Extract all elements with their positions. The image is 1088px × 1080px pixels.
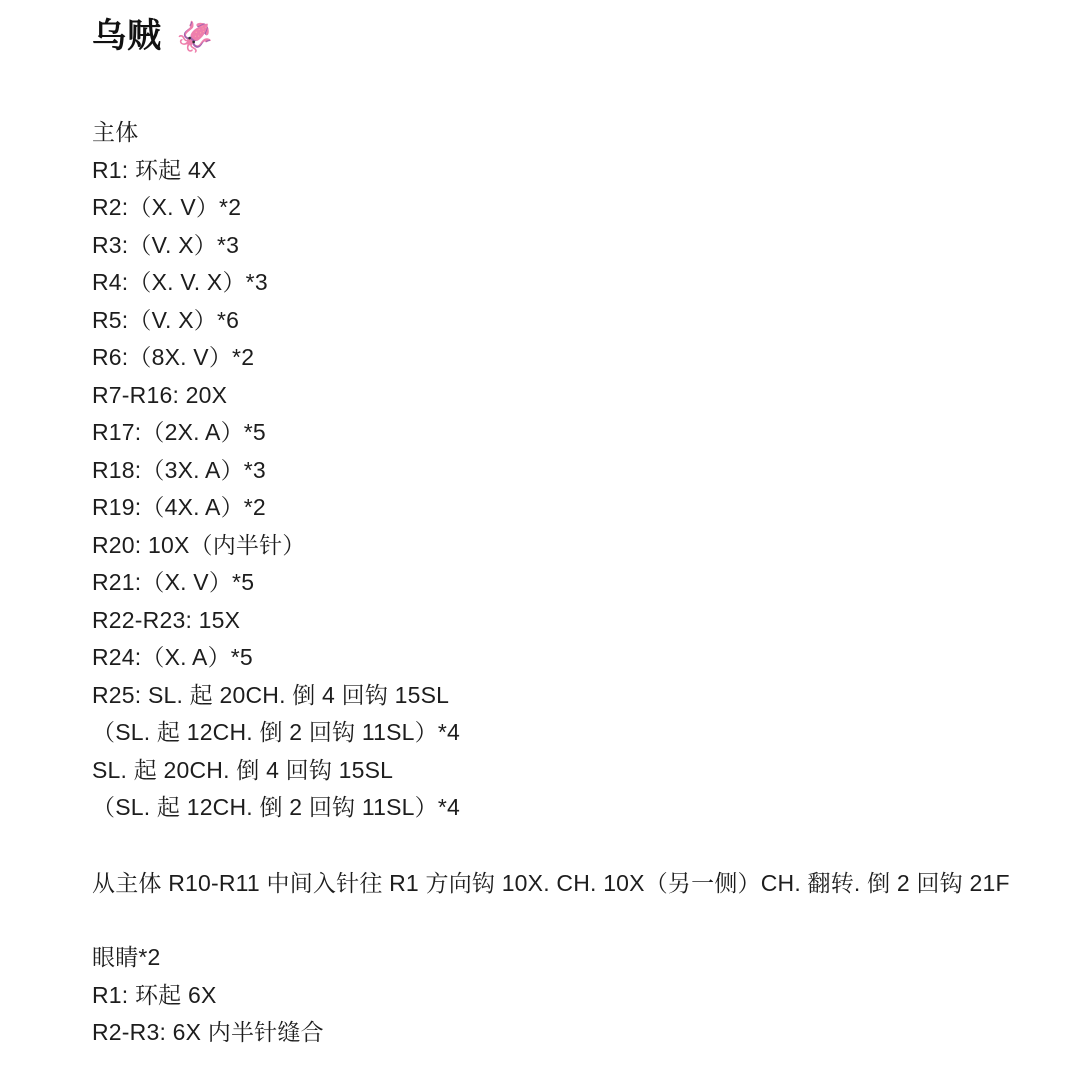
pattern-line: R6:（8X. V）*2 (92, 344, 255, 371)
section-attachment (92, 865, 1088, 903)
section-eyes (92, 939, 1088, 1052)
section-heading-body: 主体 (92, 119, 139, 146)
pattern-line: SL. 起 20CH. 倒 4 回钩 15SL (92, 756, 394, 783)
pattern-line: 从主体 R10-R11 中间入针往 R1 方向钩 10X. CH. 10X（另一侧）CH. 翻转. 倒 2 回钩 21F (92, 869, 1010, 896)
pattern-line: R17:（2X. A）*5 (92, 419, 266, 446)
pattern-line: R7-R16: 20X (92, 381, 228, 408)
pattern-line: （SL. 起 12CH. 倒 2 回钩 11SL）*4 (92, 719, 460, 746)
pattern-line: R19:（4X. A）*2 (92, 494, 266, 521)
section-spacer (92, 902, 1088, 939)
pattern-line: R20: 10X（内半针） (92, 531, 306, 558)
pattern-line: R4:（X. V. X）*3 (92, 269, 268, 296)
document-header (0, 0, 1088, 58)
pattern-line: R24:（X. A）*5 (92, 644, 253, 671)
page-title: 乌贼 (92, 17, 162, 55)
pattern-line: R2-R3: 6X 内半针缝合 (92, 1019, 324, 1046)
pattern-line: R18:（3X. A）*3 (92, 456, 266, 483)
pattern-line: R22-R23: 15X (92, 606, 241, 633)
section-heading-eyes: 眼睛*2 (92, 944, 161, 971)
pattern-line: R21:（X. V）*5 (92, 569, 255, 596)
pattern-line: R3:（V. X）*3 (92, 231, 240, 258)
pattern-line: （SL. 起 12CH. 倒 2 回钩 11SL）*4 (92, 794, 460, 821)
pattern-line: R5:（V. X）*6 (92, 306, 240, 333)
pattern-line: R1: 环起 6X (92, 981, 217, 1008)
squid-emoji: 🦑 (176, 21, 214, 55)
document-body (0, 114, 1088, 1052)
pattern-line: R2:（X. V）*2 (92, 194, 242, 221)
pattern-line: R1: 环起 4X (92, 156, 217, 183)
section-body (92, 114, 1088, 827)
section-spacer (92, 827, 1088, 865)
pattern-line: R25: SL. 起 20CH. 倒 4 回钩 15SL (92, 681, 450, 708)
